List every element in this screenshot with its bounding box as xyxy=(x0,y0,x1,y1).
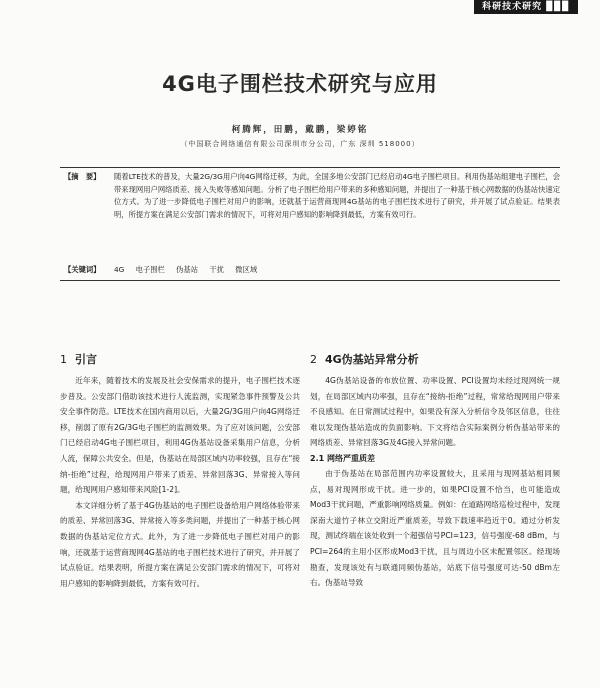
section-number: 1 xyxy=(60,353,67,366)
body-paragraph: 4G伪基站设备的布放位置、功率设置、PCI设置均未经过现网统一规划，在局部区域内功率强，且存在“接纳-拒绝”过程，常常给现网用户带来不良感知。在日常测试过程中，如果没有深入分析信令及邻区信息，往往难以发现伪基站造成的负面影响。下文将结合实际案例分析伪基站带来的网络质差、异常回落3G及4G接入异常问题。 xyxy=(310,376,560,448)
section-number: 2 xyxy=(310,353,317,366)
body-paragraph: 近年来，随着技术的发展及社会安保需求的提升，电子围栏技术逐步普及。公安部门借助该技术进行人流监测，实现紧急事件预警及公共安全事件防范。LTE技术在国内商用以后，大量2G/3G用户向4G网络迁移，削弱了原有2G/3G电子围栏的监测效果。为了应对该问题，公安部门已经启动4G电子围栏项目，利用4G伪基站设备采集用户信息，分析人流，保障公共安全。但是，伪基站在局部区域内功率较强，且存在“接纳-拒绝”过程，给现网用户带来了质差、异常回落3G、异常接入等问题，给现网用户感知带来风险[1-2]。 xyxy=(60,376,300,495)
right-column xyxy=(310,353,560,591)
left-column xyxy=(60,353,300,591)
paper-title: 4G电子围栏技术研究与应用 xyxy=(162,72,438,96)
keywords-label: 【关键词】 xyxy=(64,265,101,274)
body-paragraph: 由于伪基站在局部范围内功率设置较大，且采用与现网基站相同频点，易对现网形成干扰。进一步的，如果PCI设置不恰当，也可能造成Mod3干扰问题，严重影响网络质量。例如：在道路网络巡检过程中，发现深南大道竹子林立交附近严重质差，导致下载速率趋近于0。通过分析发现，测试终端在该处收到一个超强信号PCI=123，信号强度-68 dBm，与PCI=264的主用小区形成Mod3干扰，且与周边小区未配置邻区。经现场勘查，发现该处有与联通同频伪基站，站底下信号强度可达-50 dBm左右。伪基站导致 xyxy=(310,468,560,588)
abstract-bottom-rule xyxy=(60,280,560,281)
author-list: 柯腾辉，田鹏，戴鹏，梁婷铭 xyxy=(231,125,369,135)
abstract-text: 随着LTE技术的普及，大量2G/3G用户向4G网络迁移，为此，全国多地公安部门已经启动4G电子围栏项目。利用伪基站组建电子围栏，会带来现网用户网络质差、接入失败等感知问题。分析了电子围栏给用户带来的多种感知问题，并提出了一种基于核心网数据的伪基站快速定位方式。为了进一步降低电子围栏对用户的影响，还就基于运营商现网4G基站的电子围栏技术进行了研究，并开展了试点验证。结果表明，所提方案在满足公安部门需求的情况下，可将对用户感知的影响降到最低，方案有效可行。 xyxy=(114,172,560,219)
author-affiliation: （中国联合网络通信有限公司深圳市分公司，广东 深圳 518000） xyxy=(180,140,420,148)
keyword: 伪基站 xyxy=(176,265,199,274)
abstract-top-rule xyxy=(60,167,560,168)
subsection-heading: 2.1 网络严重质差 xyxy=(310,453,375,463)
keyword: 4G xyxy=(114,265,125,274)
keyword: 干扰 xyxy=(209,265,224,274)
section-heading-intro xyxy=(60,353,300,367)
abstract-block xyxy=(60,171,560,221)
section-title: 引言 xyxy=(75,353,97,366)
keyword: 电子围栏 xyxy=(135,265,165,274)
keyword: 微区域 xyxy=(235,265,258,274)
body-paragraph: 本文详细分析了基于4G伪基站的电子围栏设备给用户网络体验带来的质差、异常回落3G、异常接入等多类问题，并提出了一种基于核心网数据的伪基站定位方式。此外，为了进一步降低电子围栏对用户的影响，还就基于运营商现网4G基站的电子围栏技术进行了研究，并开展了试点验证。结果表明，所提方案在满足公安部门需求的情况下，可将对用户感知的影响降到最低，方案有效可行。 xyxy=(60,500,300,588)
keywords-list xyxy=(114,265,266,275)
section-heading-analysis xyxy=(310,353,560,367)
abstract-label: 【摘 要】 xyxy=(64,172,101,181)
section-title: 4G伪基站异常分析 xyxy=(325,353,419,366)
running-header-tag: 科研技术研究 ▉▉▉ xyxy=(474,0,578,14)
